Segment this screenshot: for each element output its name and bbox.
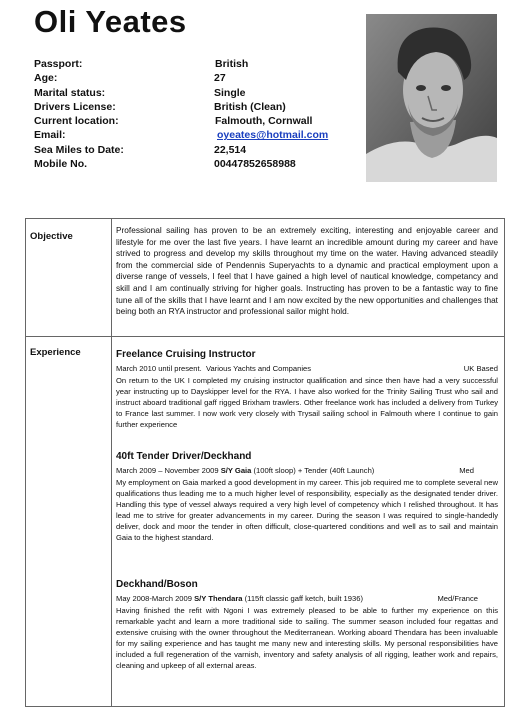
detail-value: 00447852658988: [214, 158, 296, 171]
row-divider: [26, 336, 504, 337]
job-location: Med/France: [437, 594, 478, 603]
detail-row: [34, 129, 354, 143]
job-meta: [116, 465, 498, 476]
detail-label: Mobile No.: [34, 158, 88, 171]
column-divider: [111, 219, 112, 706]
detail-value: British: [215, 58, 249, 70]
detail-label: Email:: [34, 129, 66, 142]
detail-row: [34, 115, 354, 129]
detail-row: [34, 58, 354, 72]
detail-label: Current location:: [34, 115, 119, 128]
job-description: Having finished the refit with Ngoni I was extremely pleased to be able to further my experience on this remarkable yacht and learn a more traditional side to sailing. The summer season included four regattas and extensive cruising with the owner throughout the Mediterranean. Working aboard Thendara has been invaluable for my sailing experience and has taught me many new and interesting skills. My personal responsibilities have included a full regeneration of the varnish, inventory and safety analysis of all rigging, leather work and repairs, cleaning and upkeep of all external areas.: [116, 606, 498, 670]
cv-table: [25, 218, 505, 707]
detail-value: Falmouth, Cornwall: [215, 115, 313, 128]
job-vessel: S/Y Gaia: [220, 466, 252, 475]
detail-label: Sea Miles to Date:: [34, 143, 124, 156]
detail-row: [34, 158, 354, 172]
job-entry: [116, 349, 498, 431]
detail-label: Drivers License:: [34, 100, 116, 113]
job-location: Med: [459, 466, 474, 475]
job-entry: [116, 451, 498, 543]
personal-details: [34, 58, 354, 172]
detail-value: 27: [214, 72, 226, 85]
detail-value: Single: [214, 86, 246, 99]
detail-value: 22,514: [214, 143, 247, 156]
job-description: On return to the UK I completed my cruising instructor qualification and since then have had a very successful year instructing up to Dayskipper level for the RYA. I have also worked for the Trinity Sailing Trust who sail and instruct aboard traditional gaff rigged Brixham trawlers. Other freelance work has included a delivery from Turkey to France last summer. I now work very closely with Trysail sailing school in Falmouth where I continue to gain further experience: [116, 376, 498, 429]
detail-label: Marital status:: [34, 86, 106, 99]
job-title: Freelance Cruising Instructor: [116, 349, 256, 360]
profile-photo: [366, 14, 497, 182]
job-description: My employment on Gaia marked a good development in my career. This job required me to complete several new qualifications thus leading me to a much higher level of responsibility, especially as the designated tender driver. Handling this type of vessel always required a very high level of competency which I relished throughout. It has lead me to strive for greater advancements in my career. During the season I was required to single-handedly deliver, dock and moor the tender in often difficult, close-quartered conditions and well as to sail and maintain Gaia to the highest standard.: [116, 478, 498, 542]
job-meta: [116, 593, 498, 604]
detail-label: Passport:: [34, 58, 83, 70]
detail-row: [34, 144, 354, 158]
job-detail: (115ft classic gaff ketch, built 1936): [244, 594, 363, 603]
detail-label: Age:: [34, 72, 58, 85]
objective-label: Objective: [30, 231, 73, 242]
job-detail: Various Yachts and Companies: [205, 364, 312, 373]
job-title: Deckhand/Boson: [116, 579, 198, 590]
detail-value: British (Clean): [214, 100, 286, 113]
experience-label: Experience: [30, 347, 81, 358]
job-date: March 2010 until present.: [116, 364, 202, 373]
cv-name: Oli Yeates: [34, 4, 187, 39]
job-date: March 2009 – November 2009: [116, 466, 219, 475]
job-entry: [116, 579, 498, 671]
job-meta: [116, 363, 498, 374]
objective-text: Professional sailing has proven to be an extremely exciting, interesting and enjoyable career and lifestyle for me over the last five years. I have learnt an incredible amount during my career and have strived to progress and develop my skills throughout my time on the water. Having advanced steadily from the commercial side of Pendennis Superyachts to a dynamic and practical employment upon a diverse range of vessels, I feel that I have gained a high level of nautical knowledge, competancy and skill and I am continually striving for higher goals. Instructing has proven to be a fantastic way to fine tune all of the skills that I have learnt and I am now excited by the new opportunities and challenges that being both an RYA instructor and professional sailor might hold.: [116, 225, 498, 317]
job-vessel: S/Y Thendara: [194, 594, 243, 603]
detail-row: [34, 72, 354, 86]
job-title: 40ft Tender Driver/Deckhand: [116, 451, 252, 462]
detail-row: [34, 87, 354, 101]
detail-row: [34, 101, 354, 115]
job-date: May 2008-March 2009: [116, 594, 192, 603]
email-link[interactable]: oyeates@hotmail.com: [217, 129, 329, 142]
job-detail: (100ft sloop) + Tender (40ft Launch): [253, 466, 375, 475]
job-location: UK Based: [463, 364, 498, 373]
